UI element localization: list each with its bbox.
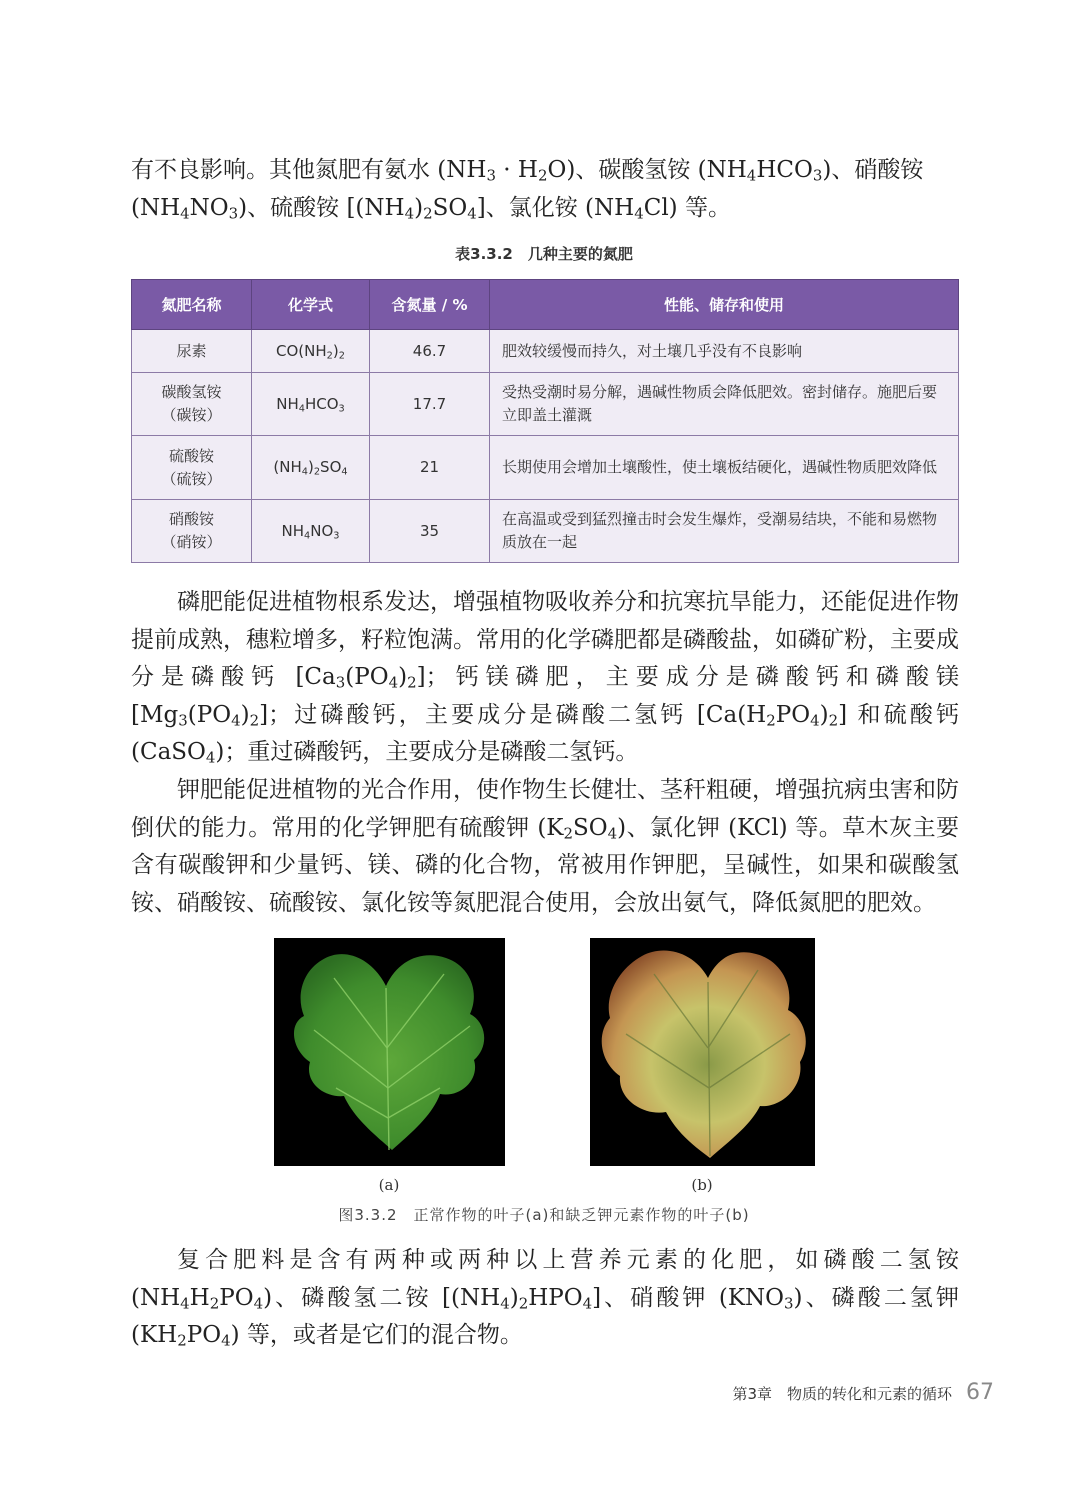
formula-part: (NH <box>273 458 302 476</box>
table-row <box>132 330 959 373</box>
text: HCO <box>756 157 813 183</box>
text: PO <box>186 1322 222 1348</box>
formula-part: ) <box>332 341 339 360</box>
subscript: 2 <box>177 1331 187 1350</box>
subscript: 4 <box>388 673 399 692</box>
header-nitrogen-content: 含氮量 / % <box>370 280 490 330</box>
chapter-title: 第3章 物质的转化和元素的循环 <box>732 1385 952 1403</box>
subscript: 2 <box>249 711 260 730</box>
subscript: 2 <box>407 673 417 692</box>
healthy-leaf-icon <box>274 938 505 1166</box>
phosphate-paragraph <box>131 584 959 772</box>
chemical-formula <box>252 436 370 500</box>
text: )、硝酸铵 <box>822 157 924 183</box>
fertilizer-name <box>132 373 252 436</box>
chemical-formula <box>252 500 370 563</box>
subscript: 4 <box>253 1294 264 1313</box>
table-header-row <box>132 280 959 330</box>
figure-label-b: (b) <box>691 1176 713 1194</box>
text: 磷肥能促进植物根系发达，增强植物吸收养分和抗寒抗旱能力，还能促进作物提前成熟，穗粒增多，籽粒饱满。常用的化学磷肥都是磷酸盐，如磷矿粉，主要成分是磷酸钙 [Ca <box>131 589 959 690</box>
formula-part: NH <box>276 394 299 413</box>
subscript: 3 <box>784 1294 794 1313</box>
text: ]、氯化铵 (NH <box>476 194 635 221</box>
table-caption: 表3.3.2 几种主要的氮肥 <box>455 245 633 263</box>
subscript: 4 <box>404 204 415 223</box>
compound-paragraph <box>131 1242 959 1355</box>
properties: 受热受潮时易分解，遇碱性物质会降低肥效。密封储存。施肥后要立即盖土灌溉 <box>490 373 959 436</box>
potassium-paragraph <box>131 772 959 922</box>
name-line: 硫酸铵 <box>168 446 214 465</box>
subscript: 3 <box>812 166 823 185</box>
text: PO <box>775 701 811 728</box>
subscript: 2 <box>326 349 333 361</box>
header-formula: 化学式 <box>252 280 370 330</box>
text: (PO <box>187 701 232 728</box>
text: 有不良影响。其他氮肥有氨水 (NH <box>131 157 487 183</box>
subscript: 2 <box>563 824 574 843</box>
formula-part: NO <box>310 521 334 540</box>
text: 钾肥能促进植物的光合作用，使作物生长健壮、茎秆粗硬，增强抗病虫害和防倒伏的能力。常用的化学钾肥有硫酸钾 (K <box>131 777 959 841</box>
fertilizer-name <box>132 436 252 500</box>
text: )、氯化钾 (KCl) 等。草木灰主要含有碳酸钾和少量钙、镁、磷的化合物，常被用作钾肥，呈碱性，如果和碳酸氢铵、硝酸铵、硫酸铵、氯化铵等氮肥混合使用，会放出氨气，降低氮肥的肥效。 <box>131 814 960 916</box>
page-footer <box>732 1380 994 1405</box>
page-number: 67 <box>966 1380 994 1405</box>
subscript: 3 <box>486 166 496 185</box>
subscript: 4 <box>607 824 618 843</box>
subscript: 3 <box>335 673 346 692</box>
fertilizer-name <box>132 330 252 373</box>
text: SO <box>432 194 468 221</box>
subscript: 4 <box>298 402 305 414</box>
properties: 长期使用会增加土壤酸性，使土壤板结硬化，遇碱性物质肥效降低 <box>490 436 959 500</box>
subscript: 4 <box>467 204 477 223</box>
subscript: 4 <box>341 466 348 478</box>
subscript: 4 <box>304 529 311 541</box>
text: SO <box>573 814 608 841</box>
formula-part: HCO <box>304 394 339 413</box>
nitrogen-content: 21 <box>370 436 490 500</box>
subscript: 4 <box>810 711 820 730</box>
text: )、磷酸二氢钾 (KH <box>131 1284 960 1348</box>
subscript: 4 <box>180 204 190 223</box>
nitrogen-content: 17.7 <box>370 373 490 436</box>
nitrogen-content: 46.7 <box>370 330 490 373</box>
name-line: （碳铵） <box>161 406 222 424</box>
subscript: 2 <box>766 711 776 730</box>
subscript: 4 <box>231 711 241 730</box>
text: ]；钙镁磷肥，主要成分是磷酸钙和磷酸镁 [Mg <box>131 664 959 728</box>
text: )、硫酸铵 [(NH <box>238 194 405 221</box>
subscript: 3 <box>178 711 188 730</box>
text: (NH <box>131 194 181 221</box>
text: ]、硝酸钾 (KNO <box>592 1284 785 1311</box>
name-line: （硝铵） <box>161 533 222 551</box>
name-line: 尿素 <box>176 341 207 360</box>
subscript: 4 <box>180 1294 190 1313</box>
table-row <box>132 373 959 436</box>
text: )；重过磷酸钙，主要成分是磷酸二氢钙。 <box>215 739 639 765</box>
subscript: 3 <box>333 529 340 541</box>
header-properties: 性能、储存和使用 <box>490 280 959 330</box>
text: ) <box>398 664 408 690</box>
text: HPO <box>528 1284 583 1311</box>
deficient-leaf-photo <box>590 938 815 1166</box>
figure-caption: 图3.3.2 正常作物的叶子(a)和缺乏钾元素作物的叶子(b) <box>338 1206 750 1224</box>
deficient-leaf-icon <box>590 938 815 1166</box>
name-line: 硝酸铵 <box>168 510 214 528</box>
text: ) <box>509 1284 519 1311</box>
name-line: 碳酸氢铵 <box>161 383 222 401</box>
text: H <box>189 1284 210 1311</box>
subscript: 4 <box>500 1294 510 1313</box>
text: ]；过磷酸钙，主要成分是磷酸二氢钙 [Ca(H <box>259 701 767 728</box>
text: ) <box>819 701 829 728</box>
name-line: （硫铵） <box>161 469 222 488</box>
text: ) 等，或者是它们的混合物。 <box>230 1322 523 1348</box>
text: · H <box>495 157 538 183</box>
nitrogen-content: 35 <box>370 500 490 563</box>
text: NO <box>189 194 229 221</box>
fertilizer-name <box>132 500 252 563</box>
nitrogen-fertilizer-table <box>131 279 959 563</box>
subscript: 4 <box>634 204 644 223</box>
figure-label-a: (a) <box>378 1176 400 1194</box>
subscript: 2 <box>423 204 433 223</box>
chemical-formula <box>252 330 370 373</box>
formula-part: CO(NH <box>276 341 327 360</box>
table-row <box>132 500 959 563</box>
intro-paragraph <box>131 152 959 227</box>
subscript: 3 <box>228 204 239 223</box>
formula-part: ) <box>307 458 314 476</box>
properties: 肥效较缓慢而持久，对土壤几乎没有不良影响 <box>490 330 959 373</box>
properties: 在高温或受到猛烈撞击时会发生爆炸，受潮易结块，不能和易燃物质放在一起 <box>490 500 959 563</box>
text: ] 和硫酸钙 (CaSO <box>131 701 959 765</box>
text: PO <box>219 1284 254 1311</box>
chemical-formula <box>252 373 370 436</box>
table-row <box>132 436 959 500</box>
text: ) <box>240 701 250 728</box>
text: ) <box>414 194 424 221</box>
subscript: 4 <box>221 1331 231 1350</box>
subscript: 4 <box>205 748 216 767</box>
text: O)、碳酸氢铵 (NH <box>547 157 747 183</box>
subscript: 2 <box>338 349 345 361</box>
subscript: 2 <box>518 1294 529 1313</box>
subscript: 4 <box>746 166 757 185</box>
formula-part: NH <box>281 521 305 540</box>
subscript: 2 <box>313 466 321 478</box>
subscript: 3 <box>338 402 345 414</box>
subscript: 2 <box>828 711 839 730</box>
text: )、磷酸氢二铵 [(NH <box>263 1284 501 1311</box>
text: Cl) 等。 <box>643 194 731 221</box>
subscript: 4 <box>582 1294 593 1313</box>
header-name: 氮肥名称 <box>132 280 252 330</box>
subscript: 4 <box>301 466 308 478</box>
subscript: 2 <box>537 166 548 185</box>
text: 复合肥料是含有两种或两种以上营养元素的化肥，如磷酸二氢铵 (NH <box>131 1247 959 1311</box>
subscript: 2 <box>209 1294 220 1313</box>
text: (PO <box>345 664 389 690</box>
formula-part: SO <box>320 458 342 476</box>
healthy-leaf-photo <box>274 938 505 1166</box>
